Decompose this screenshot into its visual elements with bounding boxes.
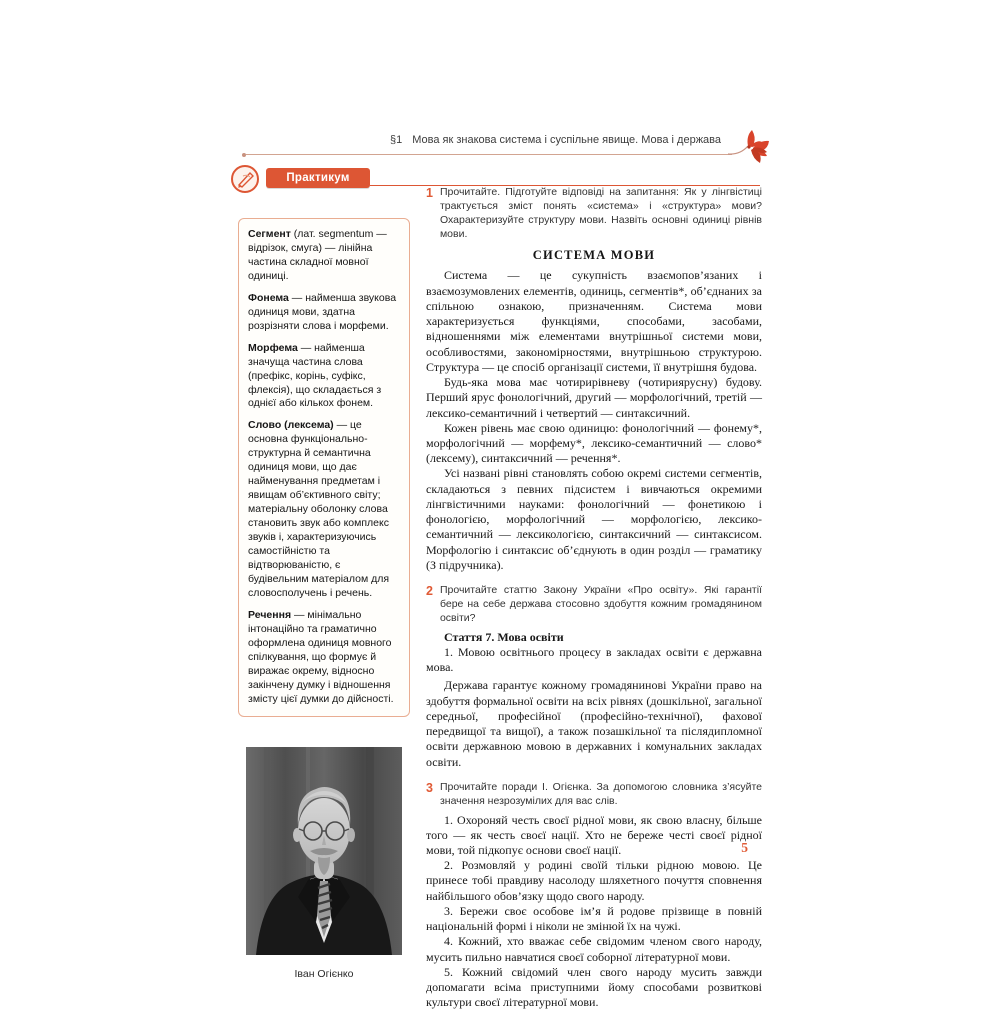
definition-term: Слово (лексема)	[248, 419, 334, 432]
advice-item: 3. Бережи своє особове ім’я й родове прізвище в повній національній формі і ніколи не змінюй їх на чужі.	[426, 903, 762, 934]
definition-morfema	[248, 342, 400, 412]
main-content	[426, 184, 762, 1011]
law-paragraph: Держава гарантує кожному громадянинові України право на здобуття формальної освіти на всіх рівнях (дошкільної, загальної середньої, професійної (професійно-технічної), фахової передвищої та вищої), а також позашкільної та післядипломної освіти державною мовою в державних і комунальних закладах освіти.	[426, 678, 762, 769]
definition-slovo	[248, 419, 400, 600]
chapter-title: Мова як знакова система і суспільне явище. Мова і держава	[412, 134, 722, 146]
definition-text: — найменша звукова одиниця мови, здатна розрізняти слова і морфеми.	[248, 291, 397, 332]
task-number: 1	[426, 186, 433, 200]
law-heading: Стаття 7. Мова освіти	[444, 629, 564, 644]
advice-item: 4. Кожний, хто вважає себе свідомим членом свого народу, мусить пильно навчатися своєї соборної літературної мови.	[426, 934, 762, 964]
task-text: Прочитайте. Підготуйте відповіді на запитання: Як у лінгвістиці трактується зміст понять «система» і «структура» мови? Охарактеризуйте структуру мови. Назвіть основні одиниці рівнів мови.	[439, 186, 762, 240]
article-paragraph: Усі названі рівні становлять собою окремі системи сегментів, складаються з певних підсистем і вивчаються окремими лінгвістичними науками: фонологічний — фонетикою і фонологією, морфологічний — морфологією, лексико-семантичний — лексикологією, синтаксичний — синтаксисом. Морфологію і синтаксис об’єднують в один розділ — граматику (З підручника).	[426, 466, 762, 572]
definition-sehment	[248, 228, 400, 284]
portrait-photo	[246, 747, 402, 955]
definitions-box	[238, 218, 410, 717]
advice-item: 1. Охороняй честь своєї рідної мови, як свою власну, більше того — як честь своєї нації. Хто не береже честі своєї рідної мови, той підкопує основи своєї нації.	[426, 812, 762, 857]
definition-text: — це основна функціонально-структурна й семантична одиниця мови, що дає найменування предметам і явищам об’єктивного світу; матеріальну оболонку слова становить звук або комплекс звуків і, характеризуючись самостійністю та відтворюваністю, є будівельним матеріалом для словосполучень і речень.	[248, 419, 390, 599]
advice-item: 5. Кожний свідомий член свого народу мусить завжди допомагати всіма приступними йому способами розвиткові культури своєї літературної мови.	[426, 964, 762, 1010]
portrait-block	[238, 747, 410, 980]
definition-term: Морфема	[248, 341, 298, 354]
running-head	[390, 134, 722, 146]
definition-text: — найменша значуща частина слова (префікс, корінь, суфікс, флексія), що складається з однієї або кількох фонем.	[248, 341, 382, 410]
article-title: СИСТЕМА МОВИ	[532, 248, 656, 263]
page-number: 5	[741, 840, 748, 855]
article-paragraph: Кожен рівень має свою одиницю: фонологічний — фонему*, морфологічний — морфему*, лексико-семантичний — слово* (лексему), синтаксичний — речення*.	[426, 420, 762, 466]
task-text: Прочитайте поради І. Огієнка. За допомогою словника з’ясуйте значення незрозумілих для вас слів.	[439, 780, 762, 807]
portrait-caption: Іван Огієнко	[294, 967, 354, 980]
law-paragraph: 1. Мовою освітнього процесу в закладах освіти є державна мова.	[426, 644, 762, 675]
article-paragraph: Система — це сукупність взаємопов’язаних і взаємозумовлених елементів, одиниць, сегментів*, об’єднаних за спільною ознакою, призначенням. Система мови характеризується функціями, способами, засобами, відношеннями між елементами внутрішньої системи мови, особливостями, закономірностями, внутрішньою структурою. Структура — це спосіб організації системи, її внутрішня будова.	[426, 268, 762, 374]
article-paragraph: Будь-яка мова має чотирирівневу (чотириярусну) будову. Перший ярус фонологічний, другий — морфологічний, третій — лексико-семантичний і четвертий — синтаксичний.	[426, 375, 762, 420]
task-3	[426, 781, 762, 809]
task-2	[426, 584, 762, 626]
praktykum-badge: Практикум	[266, 168, 370, 188]
definition-term: Речення	[248, 608, 292, 621]
header-rule	[246, 154, 732, 155]
task-1	[426, 186, 762, 241]
definition-text: (лат. segmentum — відрізок, смуга) — лінійна частина складної мовної одиниці.	[248, 228, 387, 282]
sidebar	[238, 184, 410, 1011]
definition-rechennia	[248, 609, 400, 707]
advice-item: 2. Розмовляй у родині своїй тільки рідною мовою. Це принесе тобі правдиву насолоду шляхетного почуття сповнення найбільшого обов’язку щодо свого народу.	[426, 858, 762, 903]
definition-term: Сегмент	[248, 228, 291, 240]
section-number: §1	[390, 134, 403, 146]
definition-text: — мінімально інтонаційно та граматично оформлена одиниця мовного спілкування, що формує й виражає окрему, відносно закінчену думку і відношення змісту цієї думки до дійсності.	[248, 608, 394, 705]
task-text: Прочитайте статтю Закону України «Про освіту». Які гарантії бере на себе держава стосовно здобуття кожним громадянином освіти?	[439, 584, 762, 624]
task-number: 2	[426, 584, 433, 599]
definition-term: Фонема	[248, 291, 289, 304]
definition-fonema	[248, 292, 400, 334]
task-number: 3	[426, 780, 433, 795]
